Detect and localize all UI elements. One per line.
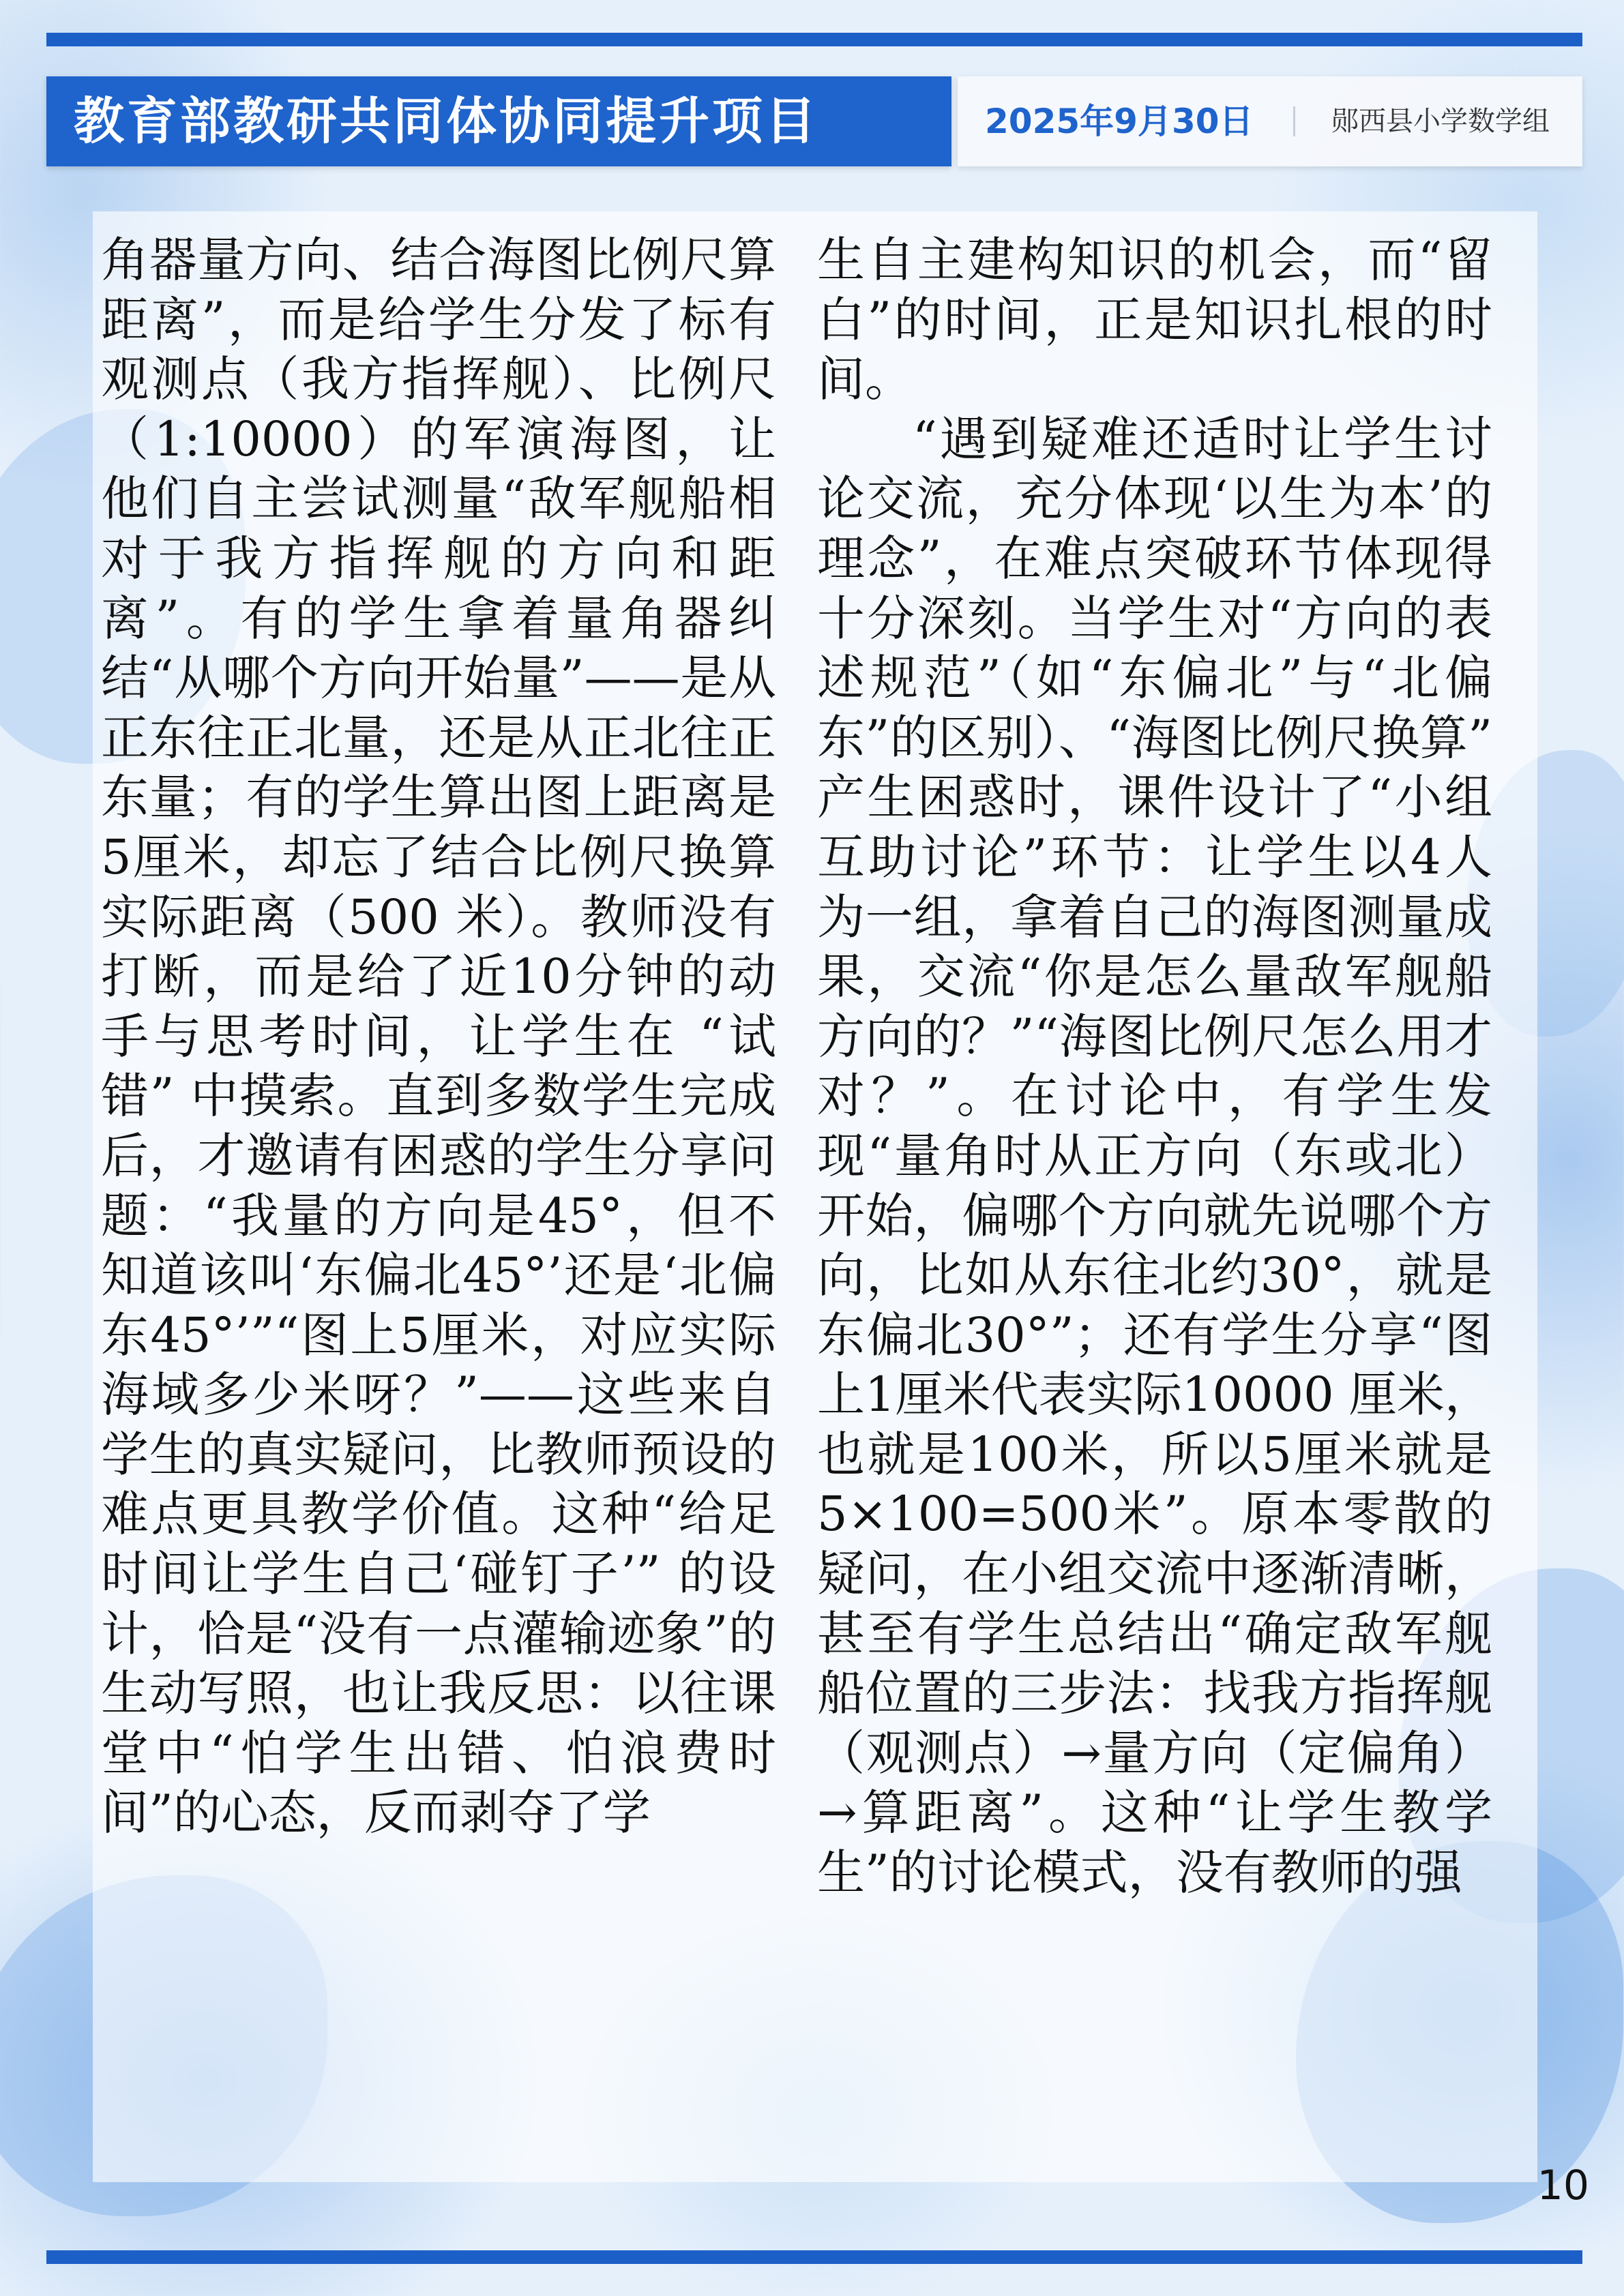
header-info-panel [958, 76, 1582, 166]
header-organization: 郧西县小学数学组 [1331, 106, 1550, 137]
article-paragraph: 角器量方向、结合海图比例尺算距离”，而是给学生分发了标有观测点（我方指挥舰）、比例尺（1:10000）的军演海图，让他们自主尝试测量“敌军舰船相对于我方指挥舰的方向和距离”。有的学生拿着量角器纠结“从哪个方向开始量”——是从正东往正北量，还是从正北往正东量；有的学生算出图上距离是5厘米，却忘了结合比例尺换算实际距离（500 米）。教师没有打断，而是给了近10分钟的动手与思考时间，让学生在 “试错” 中摸索。直到多数学生完成后，才邀请有困惑的学生分享问题：“我量的方向是45°，但不知道该叫‘东偏北45°’还是‘北偏东45°’”“图上5厘米，对应实际海域多少米呀？”——这些来自学生的真实疑问，比教师预设的难点更具教学价值。这种“给足时间让学生自己‘碰钉子’” 的设计，恰是“没有一点灌输迹象”的生动写照，也让我反思：以往课堂中“怕学生出错、怕浪费时间”的心态，反而剥夺了学 [101, 232, 776, 1841]
page-number: 10 [1537, 2162, 1589, 2209]
article-paragraph: “遇到疑难还适时让学生讨论交流，充分体现‘以生为本’的理念”，在难点突破环节体现得十分深刻。当学生对“方向的表述规范”（如“东偏北”与“北偏东”的区别）、“海图比例尺换算” 产生困惑时，课件设计了“小组互助讨论”环节：让学生以4人为一组，拿着自己的海图测量成果，交流“你是怎么量敌军舰船方向的？”“海图比例尺怎么用才对？”。在讨论中，有学生发现“量角时从正方向（东或北）开始，偏哪个方向就先说哪个方向，比如从东往北约30°，就是东偏北30°”；还有学生分享“图上1厘米代表实际10000 厘米，也就是100米，所以5厘米就是5×100=500米”。原本零散的疑问，在小组交流中逐渐清晰，甚至有学生总结出“确定敌军舰船位置的三步法：找我方指挥舰（观测点）→量方向（定偏角）→算距离”。这种“让学生教学生”的讨论模式，没有教师的强 [817, 411, 1492, 1901]
bottom-accent-bar [46, 2250, 1582, 2264]
header-title: 教育部教研共同体协同提升项目 [74, 92, 818, 151]
header-date: 2025年9月30日 [985, 102, 1254, 141]
top-accent-bar [46, 33, 1582, 46]
article-right-column [817, 230, 1492, 2160]
header-title-banner [46, 76, 951, 166]
article-body [93, 211, 1537, 2182]
article-left-column [101, 230, 776, 2160]
article-paragraph: 生自主建构知识的机会，而“留白”的时间，正是知识扎根的时间。 [817, 232, 1492, 408]
header-divider [1293, 106, 1295, 136]
